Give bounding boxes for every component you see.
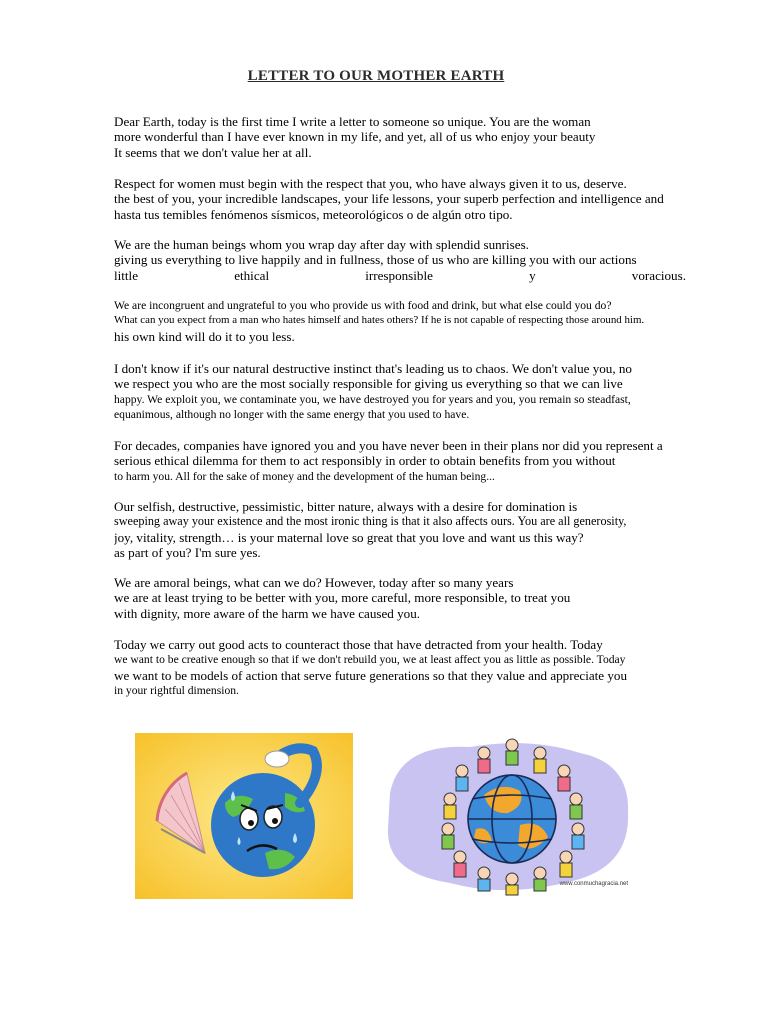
paragraph-line: as part of you? I'm sure yes. <box>114 545 261 561</box>
paragraph-2 <box>114 176 686 222</box>
paragraph-line: hasta tus temibles fenómenos sísmicos, meteorológicos o de algún otro tipo. <box>114 206 513 222</box>
paragraph-line: We are the human beings whom you wrap day after day with splendid sunrises. <box>114 237 529 252</box>
paragraph-line: serious ethical dilemma for them to act responsibly in order to obtain benefits from you without <box>114 453 616 469</box>
paragraph-6 <box>114 438 686 484</box>
paragraph-line: his own kind will do it to you less. <box>114 328 295 344</box>
paragraph-line: We are incongruent and ungrateful to you who provide us with food and drink, but what else could you do? <box>114 299 612 312</box>
watermark-text: www.conmuchagracia.net <box>559 881 628 887</box>
paragraph-line: We are amoral beings, what can we do? However, today after so many years <box>114 575 514 590</box>
spread-word: irresponsible <box>365 267 433 283</box>
paragraph-line: joy, vitality, strength… is your maternal love so great that you love and want us this way? <box>114 529 584 545</box>
paragraph-line: Dear Earth, today is the first time I write a letter to someone so unique. You are the woman <box>114 114 591 129</box>
paragraph-line: It seems that we don't value her at all. <box>114 144 312 160</box>
paragraph-line: the best of you, your incredible landscapes, your life lessons, your superb perfection and intelligence and <box>114 191 664 207</box>
spread-word: y <box>529 267 536 283</box>
paragraph-line: equanimous, although no longer with the same energy that you used to have. <box>114 408 470 422</box>
page-title-text: LETTER TO OUR MOTHER EARTH <box>247 68 505 84</box>
paragraph-line: we are at least trying to be better with you, more careful, more responsible, to treat you <box>114 590 571 606</box>
paragraph-line: Our selfish, destructive, pessimistic, bitter nature, always with a desire for domination is <box>114 499 578 514</box>
paragraph-line: more wonderful than I have ever known in my life, and yet, all of us who enjoy your beauty <box>114 129 596 145</box>
paragraph-8 <box>114 575 686 621</box>
paragraph-line: I don't know if it's our natural destructive instinct that's leading us to chaos. We don't value you, no <box>114 361 632 376</box>
paragraph-5 <box>114 361 686 423</box>
paragraph-line: sweeping away your existence and the most ironic thing is that it also affects ours. You are all generosity, <box>114 514 627 529</box>
sweating-earth-illustration <box>135 733 353 899</box>
spread-word: voracious. <box>631 267 686 283</box>
paragraph-line: we want to be models of action that serve future generations so that they value and appreciate you <box>114 667 628 683</box>
paragraph-7 <box>114 499 686 561</box>
sweating-earth-with-fan-icon <box>135 733 353 899</box>
paragraph-line: What can you expect from a man who hates himself and hates others? If he is not capable of respecting those around him. <box>114 314 645 327</box>
paragraph-line: For decades, companies have ignored you and you have never been in their plans nor did you represent a <box>114 438 663 453</box>
paragraph-line: we want to be creative enough so that if we don't rebuild you, we at least affect you as little as possible. Today <box>114 653 626 667</box>
paragraph-line: happy. We exploit you, we contaminate you, we have destroyed you for years and you, you remain so steadfast, <box>114 392 631 406</box>
children-holding-hands-around-globe-icon <box>380 733 638 899</box>
paragraph-line: to harm you. All for the sake of money and the development of the human being... <box>114 469 495 483</box>
paragraph-line: with dignity, more aware of the harm we have caused you. <box>114 605 421 621</box>
paragraph-4 <box>114 298 686 344</box>
children-around-globe-illustration <box>380 733 638 899</box>
paragraph-line: Today we carry out good acts to counteract those that have detracted from your health. Today <box>114 637 603 652</box>
spread-word: ethical <box>234 267 270 283</box>
spread-line <box>114 268 686 283</box>
paragraph-3 <box>114 237 686 283</box>
paragraph-line: giving us everything to live happily and in fullness, those of us who are killing you with our actions <box>114 252 637 268</box>
paragraph-9 <box>114 637 686 699</box>
page-title <box>0 68 768 85</box>
paragraph-1 <box>114 114 686 160</box>
spread-word: little <box>114 267 139 283</box>
paragraph-line: in your rightful dimension. <box>114 684 239 698</box>
paragraph-line: Respect for women must begin with the respect that you, who have always given it to us, deserve. <box>114 176 627 191</box>
paragraph-line: we respect you who are the most socially responsible for giving us everything so that we can live <box>114 376 623 392</box>
